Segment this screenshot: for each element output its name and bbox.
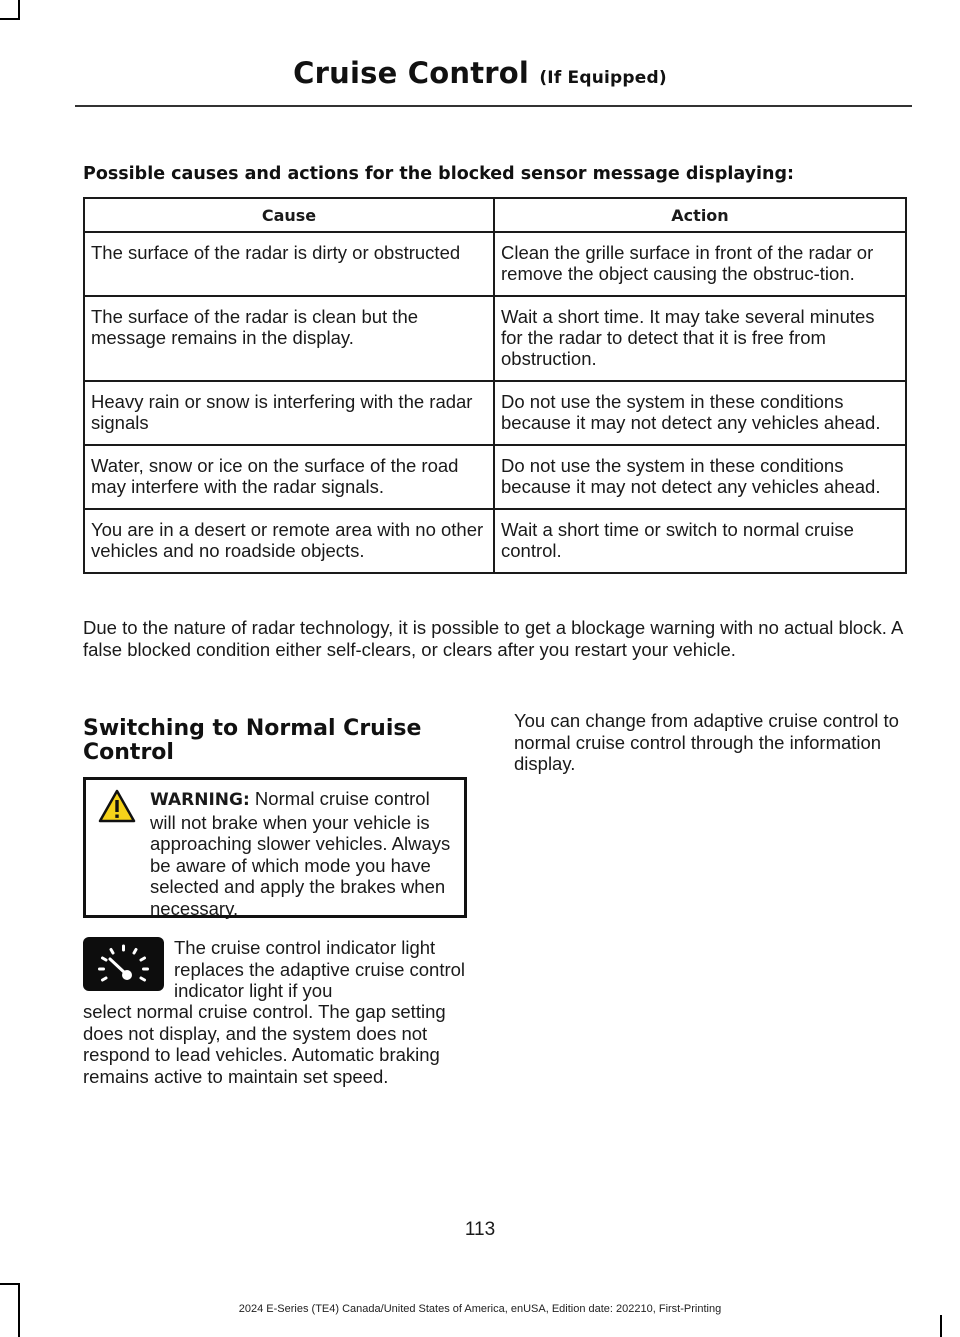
chapter-title: Cruise Control — [293, 56, 530, 90]
causes-actions-table — [83, 197, 907, 574]
crop-mark — [18, 0, 20, 18]
chapter-subtitle: (If Equipped) — [539, 68, 667, 88]
cause-cell: The surface of the radar is dirty or obstructed — [84, 232, 494, 296]
action-cell: Clean the grille surface in front of the radar or remove the object causing the obstruc-tion. — [494, 232, 906, 296]
warning-label: WARNING: — [150, 790, 250, 810]
warning-triangle-icon — [98, 789, 136, 823]
edition-footer: 2024 E-Series (TE4) Canada/United States of America, enUSA, Edition date: 202210, First-Printing — [238, 1303, 722, 1315]
crop-mark — [0, 18, 20, 20]
table-row — [84, 445, 906, 509]
crop-mark — [0, 1283, 20, 1285]
warning-text — [92, 788, 458, 919]
column-header-cause: Cause — [84, 198, 494, 232]
speedometer-icon — [83, 937, 164, 991]
column-header-action: Action — [494, 198, 906, 232]
table-header-row — [84, 198, 906, 232]
cause-cell: The surface of the radar is clean but the message remains in the display. — [84, 296, 494, 381]
section-heading: Switching to Normal Cruise Control — [83, 716, 422, 765]
action-cell: Wait a short time. It may take several minutes for the radar to detect that it is free from obstruction. — [494, 296, 906, 381]
table-row — [84, 232, 906, 296]
table-intro: Possible causes and actions for the blocked sensor message displaying: — [83, 164, 795, 184]
cause-cell: Water, snow or ice on the surface of the road may interfere with the radar signals. — [84, 445, 494, 509]
indicator-description-continued: select normal cruise control. The gap setting does not display, and the system does not respond to lead vehicles. Automatic braking remains active to maintain set speed. — [83, 1001, 446, 1087]
cause-cell: Heavy rain or snow is interfering with the radar signals — [84, 381, 494, 445]
page-header-title — [0, 56, 960, 90]
header-divider — [75, 105, 912, 107]
crop-mark — [940, 1315, 942, 1337]
warning-box — [83, 777, 467, 918]
warning-body: Normal cruise control will not brake when your vehicle is approaching slower vehicles. Always be aware of which mode you have selected and apply the brakes when necessary. — [150, 788, 451, 919]
table-row — [84, 296, 906, 381]
switch-mode-paragraph: You can change from adaptive cruise control to normal cruise control through the information display. — [514, 710, 899, 774]
action-cell: Do not use the system in these conditions because it may not detect any vehicles ahead. — [494, 381, 906, 445]
table-row — [84, 509, 906, 573]
table-row — [84, 381, 906, 445]
page-number: 113 — [464, 1219, 496, 1240]
cause-cell: You are in a desert or remote area with no other vehicles and no roadside objects. — [84, 509, 494, 573]
radar-blockage-paragraph: Due to the nature of radar technology, it is possible to get a blockage warning with no actual block. A false blocked condition either self-clears, or clears after you restart your vehicle. — [83, 617, 903, 660]
action-cell: Do not use the system in these conditions because it may not detect any vehicles ahead. — [494, 445, 906, 509]
cruise-control-indicator-icon — [83, 937, 164, 991]
action-cell: Wait a short time or switch to normal cruise control. — [494, 509, 906, 573]
indicator-description: The cruise control indicator light replaces the adaptive cruise control indicator light if you — [174, 937, 466, 1001]
